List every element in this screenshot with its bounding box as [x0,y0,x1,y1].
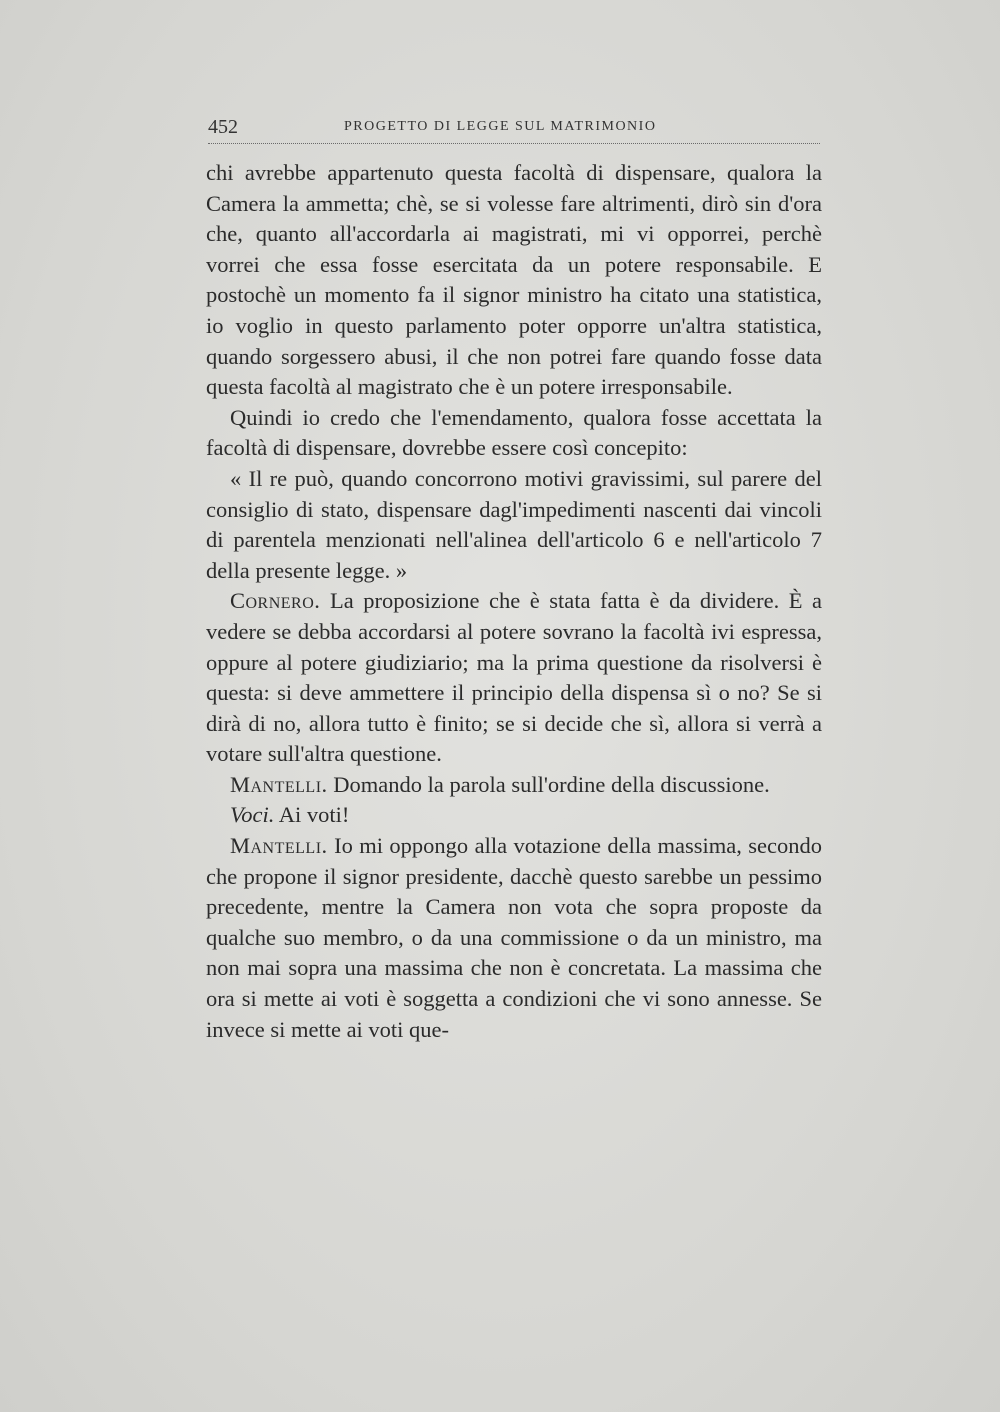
paragraph-5 [206,770,822,801]
paragraph-7 [206,831,822,1045]
speech-text: Ai voti! [278,802,350,828]
speaker-name: Mantelli. [230,833,328,859]
page-header [208,116,820,138]
paragraph-6 [206,800,822,831]
page-number: 452 [208,116,238,138]
body-text [206,158,822,1045]
speech-text: La proposizione che è stata fatta è da dividere. È a vedere se debba accordarsi al potere sovrano la facoltà ivi espressa, oppure al potere giudiziario; ma la prima questione da risolversi è questa: si deve ammettere il principio della dispensa sì o no? Se si dirà di no, allora tutto è finito; se si decide che sì, allora si verrà a votare sull'altra questione. [206,588,822,767]
speaker-name: Cornero. [230,588,321,614]
paragraph-4 [206,586,822,770]
running-title: PROGETTO DI LEGGE SUL MATRIMONIO [344,119,657,134]
paragraph-1: chi avrebbe appartenuto questa facoltà di dispensare, qualora la Camera la ammetta; chè, se si volesse fare altrimenti, dirò sin d'ora che, quanto all'accordarla ai magistrati, mi vi opporrei, perchè vorrei che essa fosse esercitata da un potere responsabile. E postochè un momento fa il signor ministro ha citato una statistica, io voglio in questo parlamento poter opporre un'altra statistica, quando sorgessero abusi, il che non potrei fare quando fosse data questa facoltà al magistrato che è un potere irresponsabile. [206,160,822,400]
speaker-name: Mantelli. [230,771,328,797]
speech-text: Io mi oppongo alla votazione della massima, secondo che propone il signor presidente, dacchè questo sarebbe un pessimo precedente, mentre la Camera non vota che sopra proposte da qualche suo membro, o da una commissione o da un ministro, ma non mai sopra una massima che non è concretata. La massima che ora si mette ai voti è soggetta a condizioni che vi sono annesse. Se invece si mette ai voti que- [206,833,822,1042]
paragraph-3-quote: « Il re può, quando concorrono motivi gravissimi, sul parere del consiglio di stato, dispensare dagl'impedimenti nascenti dai vincoli di parentela menzionati nell'alinea dell'articolo 6 e nell'articolo 7 della presente legge. » [206,465,822,583]
speech-text: Domando la parola sull'ordine della discussione. [333,771,770,797]
speaker-name: Voci. [230,802,275,828]
header-rule [208,143,820,144]
paragraph-2: Quindi io credo che l'emendamento, qualora fosse accettata la facoltà di dispensare, dovrebbe essere così concepito: [206,404,822,461]
